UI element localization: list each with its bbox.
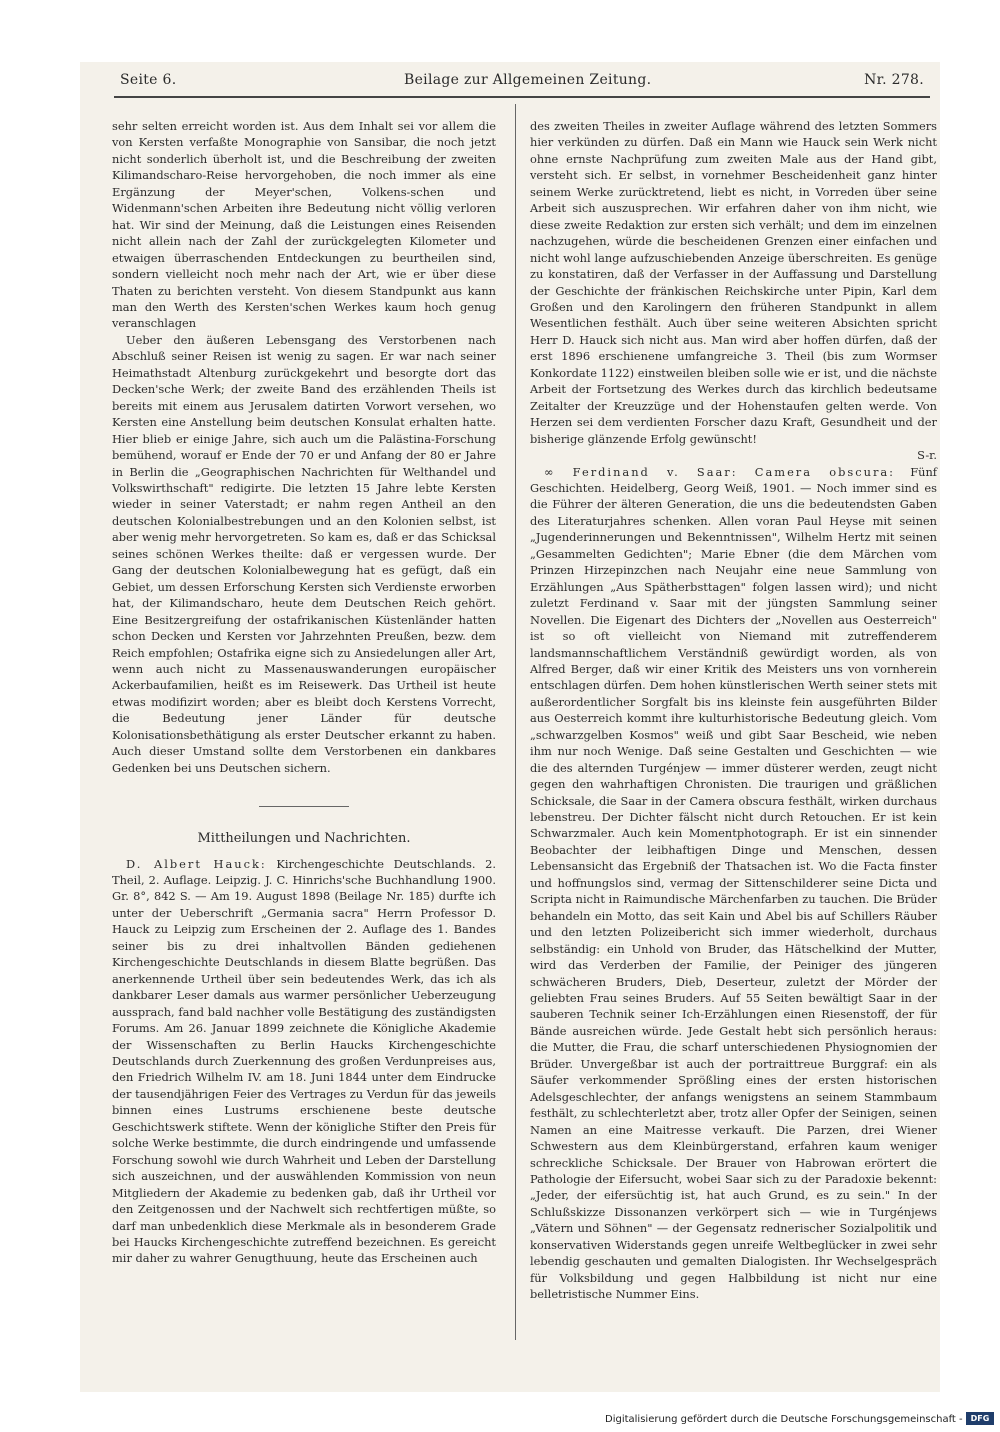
section-heading: Mittheilungen und Nachrichten. xyxy=(197,831,411,847)
dfg-logo: DFG xyxy=(966,1412,994,1425)
article-paragraph xyxy=(112,856,496,1267)
article-paragraph: sehr selten erreicht worden ist. Aus dem Inhalt sei vor allem die von Kersten verfaßte Monographie von Sansibar, die noch jetzt nicht sonderlich überholt ist, und die Beschreibung der zweiten Kilimandscharo-Reise hervorgehoben, die noch immer als eine Ergänzung der Meyer'schen, Volkens-schen und Widenmann'schen Arbeiten ihre Bedeutung nicht völlig verloren hat. Wir sind der Meinung, daß die Leistungen eines Reisenden nicht allein nach der Zahl der zurückgelegten Kilometer und etwaigen überraschenden Entdeckungen zu beurtheilen sind, sondern vielleicht noch mehr nach der Art, wie er über diese Thaten zu berichten versteht. Von diesem Standpunkt aus kann man den Werth des Kersten'schen Werkes kaum hoch genug veranschlagen xyxy=(112,119,496,331)
digitization-credit: Digitalisierung gefördert durch die Deutsche Forschungsgemeinschaft - xyxy=(605,1414,963,1425)
publication-title: Beilage zur Allgemeinen Zeitung. xyxy=(404,72,652,88)
running-header xyxy=(114,72,924,94)
author-signature: S-r. xyxy=(917,448,937,463)
section-divider xyxy=(259,806,349,807)
review-author: D. Albert Hauck: xyxy=(126,856,267,871)
left-column xyxy=(112,118,496,1267)
article-paragraph: des zweiten Theiles in zweiter Auflage während des letzten Sommers hier verkünden zu dürfen. Daß ein Mann wie Hauck sein Werk nicht ohne ernste Nachprüfung zum zweiten Male aus der Hand gibt, versteht sich. Er selbst, in vornehmer Bescheidenheit ganz hinter seinem Werke zurücktretend, liebt es nicht, in Vorreden über seine Arbeit sich auszusprechen. Wir erfahren daher von ihm nicht, wie diese zweite Redaktion zur ersten sich verhält; und dem im einzelnen nachzugehen, würde die bescheidenen Grenzen einer einfachen und nicht wohl lange aufzuschiebenden Anzeige überschreiten. Es genüge zu konstatiren, daß der Verfasser in der Auffassung und Darstellung der Geschichte der fränkischen Reichskirche unter Pipin, Karl dem Großen und den Karolingern den früheren Standpunkt in allem Wesentlichen festhält. Auch über seine weiteren Absichten spricht Herr D. Hauck sich nicht aus. Man wird aber hoffen dürfen, daß der erst 1896 erschienene umfangreiche 3. Theil (bis zum Wormser Konkordate 1122) einstweilen bleiben solle wie er ist, und die nächste Arbeit der Fortsetzung des Werkes durch das kirchlich bedeutsame Zeitalter der Kreuzzüge und der Hohenstaufen gelten werde. Von Herzen sei dem verdienten Forscher dazu Kraft, Gesundheit und der bisherige glänzende Erfolg gewünscht! xyxy=(530,119,937,446)
article-paragraph xyxy=(530,464,937,1303)
article-paragraph: Ueber den äußeren Lebensgang des Verstorbenen nach Abschluß seiner Reisen ist wenig zu sagen. Er war nach seiner Heimathstadt Altenburg zurückgekehrt und besorgte dort das Decken'sche Werk; der zweite Band des erzählenden Theils ist bereits mit einem aus Jerusalem datirten Vorwort versehen, wo Kersten eine Anstellung beim deutschen Konsulat erhalten hatte. Hier blieb er einige Jahre, sich auch um die Palästina-Forschung bemühend, worauf er Ende der 70 er und Anfang der 80 er Jahre in Berlin die „Geographischen Nachrichten für Welthandel und Volkswirthschaft" redigirte. Die letzten 15 Jahre lebte Kersten wieder in seiner Vaterstadt; er nahm regen Antheil an den deutschen Kolonialbestrebungen und an den Kolonien selbst, ist aber wenig mehr hervorgetreten. So kam es, daß er das Schicksal seines schönen Werkes theilte: daß er vergessen wurde. Der Gang der deutschen Kolonialbewegung hat es gefügt, daß ein Gebiet, um dessen Erforschung Kersten sich Verdienste erworben hat, der Kilimandscharo, heute dem Deutschen Reich gehört. Eine Besitzergreifung der ostafrikanischen Küstenländer hatten schon Decken und Kersten vor Jahrzehnten Preußen, bezw. dem Reich empfohlen; Ostafrika eigne sich zu Ansiedelungen aller Art, wenn auch nicht zu Massenauswanderungen europäischer Ackerbaufamilien, heißt es im Reisewerk. Das Urtheil ist heute etwas modifizirt worden; aber es bleibt doch Kerstens Vorrecht, die Bedeutung jener Länder für deutsche Kolonisationsbethätigung als erster Deutscher erkannt zu haben. Auch dieser Umstand sollte dem Verstorbenen ein dankbares Gedenken bei uns Deutschen sichern. xyxy=(112,332,496,775)
right-column xyxy=(530,118,937,1303)
review-text: Fünf Geschichten. Heidelberg, Georg Weiß, 1901. — Noch immer sind es die Führer der älteren Generation, die uns die bedeutendsten Gaben des Literaturjahres schenken. Allen voran Paul Heyse mit seinen „Jugenderinnerungen und Bekenntnissen", Wilhelm Hertz mit seinen „Gesammelten Gedichten"; Marie Ebner (die dem Märchen vom Prinzen Hirzepinzchen nach Neujahr eine neue Sammlung von Erzählungen „Aus Spätherbsttagen" folgen lassen wird); und nicht zuletzt Ferdinand v. Saar mit der jüngsten Sammlung seiner Novellen. Die Eigenart des Dichters der „Novellen aus Oesterreich" ist so oft vielleicht von Niemand mit zutreffenderem landsmannschaftlichem Verständniß gewürdigt worden, als von Alfred Berger, daß wir einer Kritik des Meisters uns von vornherein entschlagen dürfen. Dem hohen künstlerischen Werth seiner stets mit außerordentlicher Sorgfalt bis ins kleinste fein ausgeführten Bilder aus Oesterreich kommt ihre kulturhistorische Bedeutung gleich. Vom „schwarzgelben Kosmos" weiß und gibt Saar Bescheid, wie neben ihm nur noch Wenige. Daß seine Gestalten und Geschichten — wie die des alternden Turgénjew — immer düsterer werden, zeugt nicht gegen den wahrhaftigen Chronisten. Die traurigen und gräßlichen Schicksale, die Saar in der Camera obscura festhält, wirken durchaus lebenstreu. Der Dichter fälscht nicht durch Retouchen. Er ist kein Schwarzmaler. Auch kein Momentphotograph. Er ist ein sinnender Beobachter der leibhaftigen Dinge und Menschen, dessen Lebensansicht das Ergebniß der Thatsachen ist. Wo die Facta finster und hoffnungslos sind, vermag der Sittenschilderer seine Dicta und Scripta nicht in Raimundische Märchenfarben zu tauchen. Die Brüder behandeln ein Motto, das seit Kain und Abel bis auf Schillers Räuber und den letzten Polizeibericht sich immer wiederholt, durchaus selbständig: ein Unhold von Bruder, das Hätschelkind der Mutter, wird das Verderben der Familie, der Peiniger des jüngeren schwächeren Bruders, Dieb, Deserteur, zuletzt der Mörder der geliebten Frau seines Bruders. Auf 55 Seiten bewältigt Saar in der sauberen Technik seiner Ich-Erzählungen einen Riesenstoff, der für Bände ausreichen würde. Jede Gestalt hebt sich persönlich heraus: die Mutter, die Frau, die scharf unterschiedenen Physiognomien der Brüder. Unvergeßbar ist auch der portraittreue Burggraf: ein als Säufer verkommender Sprößling eines der ersten historischen Adelsgeschlechter, der anfangs wenigstens an seinem Stammbaum festhält, zu schlechterletzt aber, trotz aller Opfer der Seinigen, seinen Namen an eine Maitresse verkauft. Die Parzen, drei Wiener Schwestern aus dem Kleinbürgerstand, erfahren kaum weniger schreckliche Schicksale. Der Brauer von Habrowan erörtert die Pathologie der Eifersucht, wobei Saar sich zu der Paradoxie bekennt: „Jeder, der eifersüchtig ist, hat auch Grund, es zu sein." In der Schlußskizze Dissonanzen verkörpert sich — wie in Turgénjews „Vätern und Söhnen" — der Gegensatz rednerischer Sozialpolitik und konservativen Widerstands gegen unreife Weltbeglücker in zwei sehr lebendig geschauten und gemalten Dialogisten. Ihr Wechselgespräch für Volksbildung und gegen Halbbildung ist nicht nur eine belletristische Nummer Eins. xyxy=(530,464,937,1302)
review-lead: ∞ Ferdinand v. Saar: Camera obscura: xyxy=(544,464,896,479)
review-text: Kirchengeschichte Deutschlands. 2. Theil, 2. Auflage. Leipzig. J. C. Hinrichs'sche Buchhandlung 1900. Gr. 8°, 842 S. — Am 19. August 1898 (Beilage Nr. 185) durfte ich unter der Ueberschrift „Germania sacra" Herrn Professor D. Hauck zu Leipzig zum Erscheinen der 2. Auflage des 1. Bandes seiner bis zu drei inhaltvollen Bänden gediehenen Kirchengeschichte Deutschlands in diesem Blatte begrüßen. Das anerkennende Urtheil über sein bedeutendes Werk, das ich als dankbarer Leser damals aus warmer persönlicher Ueberzeugung aussprach, fand bald nachher volle Bestätigung des zuständigsten Forums. Am 26. Januar 1899 zeichnete die Königliche Akademie der Wissenschaften zu Berlin Haucks Kirchengeschichte Deutschlands durch Zuerkennung des großen Verdunpreises aus, den Friedrich Wilhelm IV. am 18. Juni 1844 unter dem Eindrucke der tausendjährigen Feier des Vertrages zu Verdun für das jeweils binnen eines Lustrums erschienene beste deutsche Geschichtswerk stiftete. Wenn der königliche Stifter den Preis für solche Werke bestimmte, die durch eindringende und umfassende Forschung sowohl wie durch Wahrheit und Leben der Darstellung sich auszeichnen, und der auswählenden Kommission von neun Mitgliedern der Akademie zu bedenken gab, daß ihr Urtheil vor den Zeitgenossen und der Nachwelt sich rechtfertigen müßte, so darf man unbedenklich diese Merkmale als in besonderem Grade bei Haucks Kirchengeschichte zutreffend bezeichnen. Es gereicht mir daher zu wahrer Genugthuung, heute das Erscheinen auch xyxy=(112,856,496,1266)
column-divider xyxy=(515,104,516,1340)
page-number: Seite 6. xyxy=(120,72,177,88)
header-rule xyxy=(114,96,930,98)
issue-number: Nr. 278. xyxy=(864,72,924,88)
